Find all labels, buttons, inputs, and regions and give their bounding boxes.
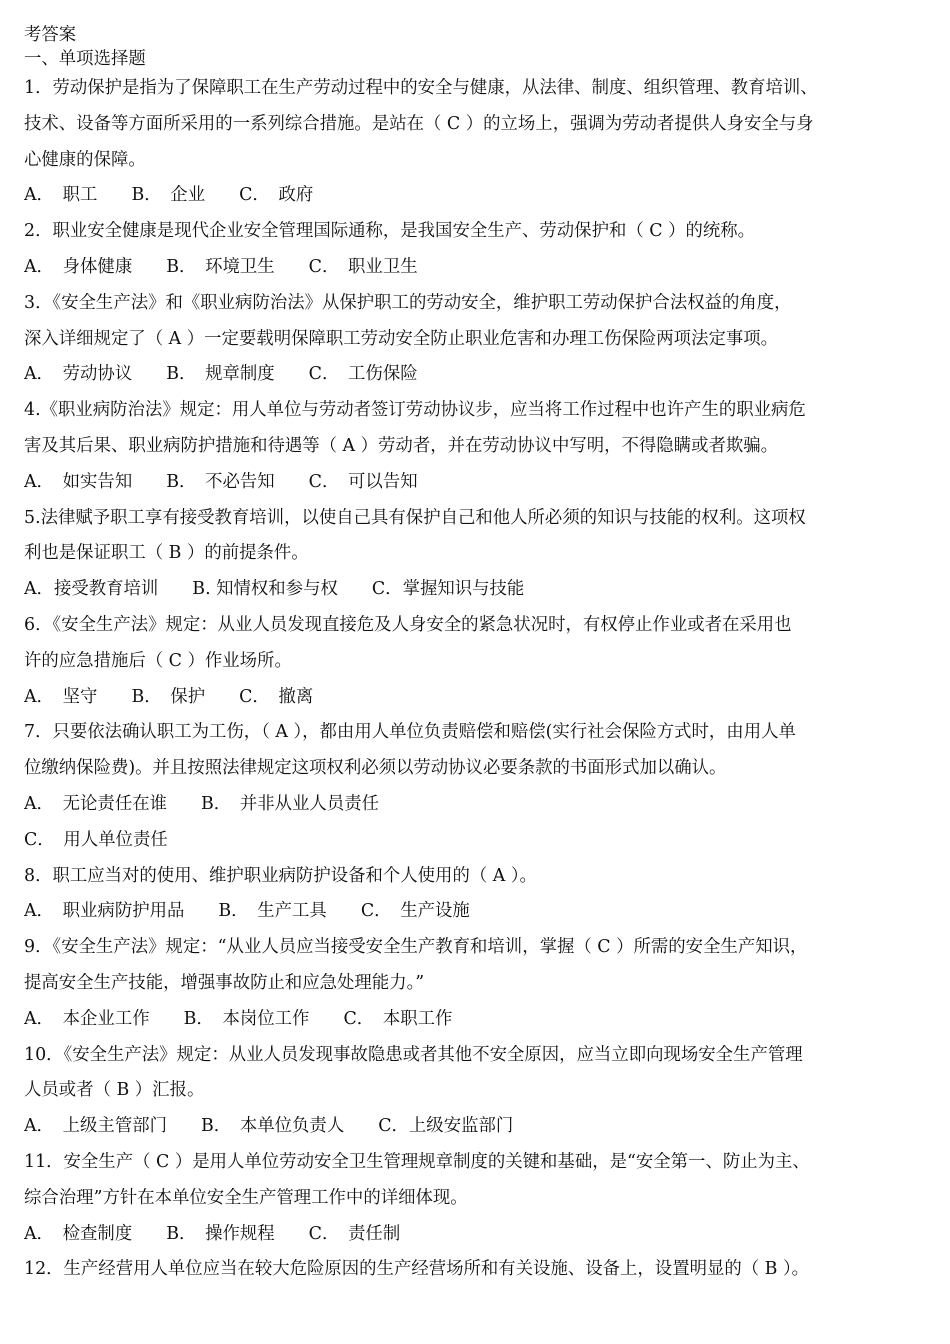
question-text-line: 提高安全生产技能，增强事故防止和应急处理能力。”: [24, 972, 425, 993]
answer-option: B． 不必告知: [166, 471, 275, 492]
answer-option: B． 本岗位工作: [183, 1008, 310, 1029]
answer-option: C． 用人单位责任: [24, 829, 168, 850]
answer-option: C．上级安监部门: [378, 1116, 514, 1137]
answer-options-row: [24, 572, 940, 608]
question-text-line: 3．《安全生产法》和《职业病防治法》从保护职工的劳动安全，维护职工劳动保护合法权益的角度，: [24, 292, 792, 313]
answer-option: A． 劳动协议: [24, 364, 133, 385]
question-text-line: 4.《职业病防治法》规定：用人单位与劳动者签订劳动协议步，应当将工作过程中也许产生的职业病危: [24, 400, 806, 421]
document-title: 考答案: [24, 25, 77, 45]
answer-option: B． 生产工具: [218, 901, 327, 922]
answer-options-row: [24, 465, 940, 501]
answer-option: B． 并非从业人员责任: [201, 793, 379, 814]
question-item: [24, 715, 940, 858]
question-text-line: 5.法律赋予职工享有接受教育培训，以使自己具有保护自己和他人所必须的知识与技能的权利。这项权: [24, 507, 806, 528]
answer-options-row: [24, 1109, 940, 1145]
question-item: [24, 859, 940, 931]
answer-option: A． 如实告知: [24, 471, 133, 492]
answer-option: B． 本单位负责人: [201, 1116, 345, 1137]
question-text-line: 害及其后果、职业病防护措施和待遇等（ A ）劳动者，并在劳动协议中写明，不得隐瞒或者欺骗。: [24, 435, 779, 456]
question-text-line: 7．只要依法确认职工为工伤，（ A ），都由用人单位负责赔偿和赔偿(实行社会保险方式时，由用人单: [24, 722, 796, 743]
question-text-line: 许的应急措施后（ C ）作业场所。: [24, 650, 292, 671]
answer-option: A． 上级主管部门: [24, 1116, 167, 1137]
question-text-line: 位缴纳保险费)。并且按照法律规定这项权利必须以劳动协议必要条款的书面形式加以确认。: [24, 758, 727, 779]
document-page: [24, 23, 940, 1288]
answer-option: B. 知情权和参与权: [192, 579, 338, 600]
answer-option: C． 生产设施: [360, 901, 470, 922]
question-text-line: 11．安全生产（ C ）是用人单位劳动安全卫生管理规章制度的关键和基础，是“安全第一、防止为主、: [24, 1151, 810, 1172]
answer-option: C． 本职工作: [343, 1008, 453, 1029]
question-item: [24, 286, 940, 393]
question-text-line: 深入详细规定了（ A ）一定要载明保障职工劳动安全防止职业危害和办理工伤保险两项法定事项。: [24, 328, 779, 349]
question-text-line: 综合治理”方针在本单位安全生产管理工作中的详细体现。: [24, 1187, 468, 1208]
question-text-line: 10．《安全生产法》规定：从业人员发现事故隐患或者其他不安全原因，应当立即向现场安全生产管理: [24, 1044, 803, 1065]
question-text-line: 12．生产经营用人单位应当在较大危险原因的生产经营场所和有关设施、设备上，设置明显的（ B ）。: [24, 1259, 810, 1280]
answer-option: C． 职业卫生: [308, 256, 418, 277]
answer-options-row: [24, 680, 940, 716]
question-text-line: 技术、设备等方面所采用的一系列综合措施。是站在（ C ）的立场上，强调为劳动者提供人身安全与身: [24, 113, 814, 134]
question-item: [24, 1252, 940, 1288]
answer-option: A． 职业病防护用品: [24, 901, 185, 922]
answer-option: B． 规章制度: [166, 364, 275, 385]
question-item: [24, 393, 940, 500]
answer-options-row: [24, 823, 940, 859]
question-text-line: 1．劳动保护是指为了保障职工在生产劳动过程中的安全与健康，从法律、制度、组织管理、教育培训、: [24, 78, 818, 98]
answer-option: C． 撤离: [239, 686, 314, 707]
question-item: [24, 214, 940, 286]
answer-option: C． 可以告知: [308, 471, 418, 492]
answer-option: A． 职工: [24, 185, 98, 206]
question-item: [24, 608, 940, 715]
section-heading: 一、单项选择题: [24, 49, 146, 69]
answer-option: B． 操作规程: [166, 1223, 275, 1244]
question-item: [24, 1145, 940, 1252]
question-item: [24, 501, 940, 608]
answer-options-row: [24, 787, 940, 823]
answer-option: B． 企业: [131, 185, 206, 206]
answer-option: A． 检查制度: [24, 1223, 133, 1244]
answer-option: A． 身体健康: [24, 256, 133, 277]
answer-option: C． 政府: [239, 185, 314, 206]
answer-option: A．接受教育培训: [24, 579, 159, 600]
question-item: [24, 71, 940, 214]
question-text-line: 8．职工应当对的使用、维护职业病防护设备和个人使用的（ A ）。: [24, 865, 537, 886]
answer-option: C． 工伤保险: [308, 364, 418, 385]
answer-options-row: [24, 1002, 940, 1038]
answer-options-row: [24, 894, 940, 930]
question-item: [24, 1038, 940, 1145]
question-text-line: 6．《安全生产法》规定：从业人员发现直接危及人身安全的紧急状况时，有权停止作业或者在采用也: [24, 614, 792, 635]
answer-option: A． 本企业工作: [24, 1008, 150, 1029]
answer-option: C． 责任制: [308, 1223, 401, 1244]
answer-options-row: [24, 1217, 940, 1253]
question-text-line: 人员或者（ B ）汇报。: [24, 1080, 205, 1101]
answer-option: B． 环境卫生: [166, 256, 275, 277]
answer-option: A． 无论责任在谁: [24, 793, 167, 814]
answer-option: C．掌握知识与技能: [371, 579, 525, 600]
answer-options-row: [24, 357, 940, 393]
answer-option: A． 坚守: [24, 686, 98, 707]
question-list: [24, 71, 940, 1288]
question-text-line: 2．职业安全健康是现代企业安全管理国际通称，是我国安全生产、劳动保护和（ C ）的统称。: [24, 221, 756, 242]
question-text-line: 9．《安全生产法》规定：“从业人员应当接受安全生产教育和培训，掌握（ C ）所需的安全生产知识，: [24, 937, 808, 958]
answer-options-row: [24, 178, 940, 214]
question-item: [24, 930, 940, 1037]
answer-options-row: [24, 250, 940, 286]
answer-option: B． 保护: [131, 686, 206, 707]
question-text-line: 利也是保证职工（ B ）的前提条件。: [24, 543, 309, 564]
question-text-line: 心健康的保障。: [24, 149, 146, 170]
